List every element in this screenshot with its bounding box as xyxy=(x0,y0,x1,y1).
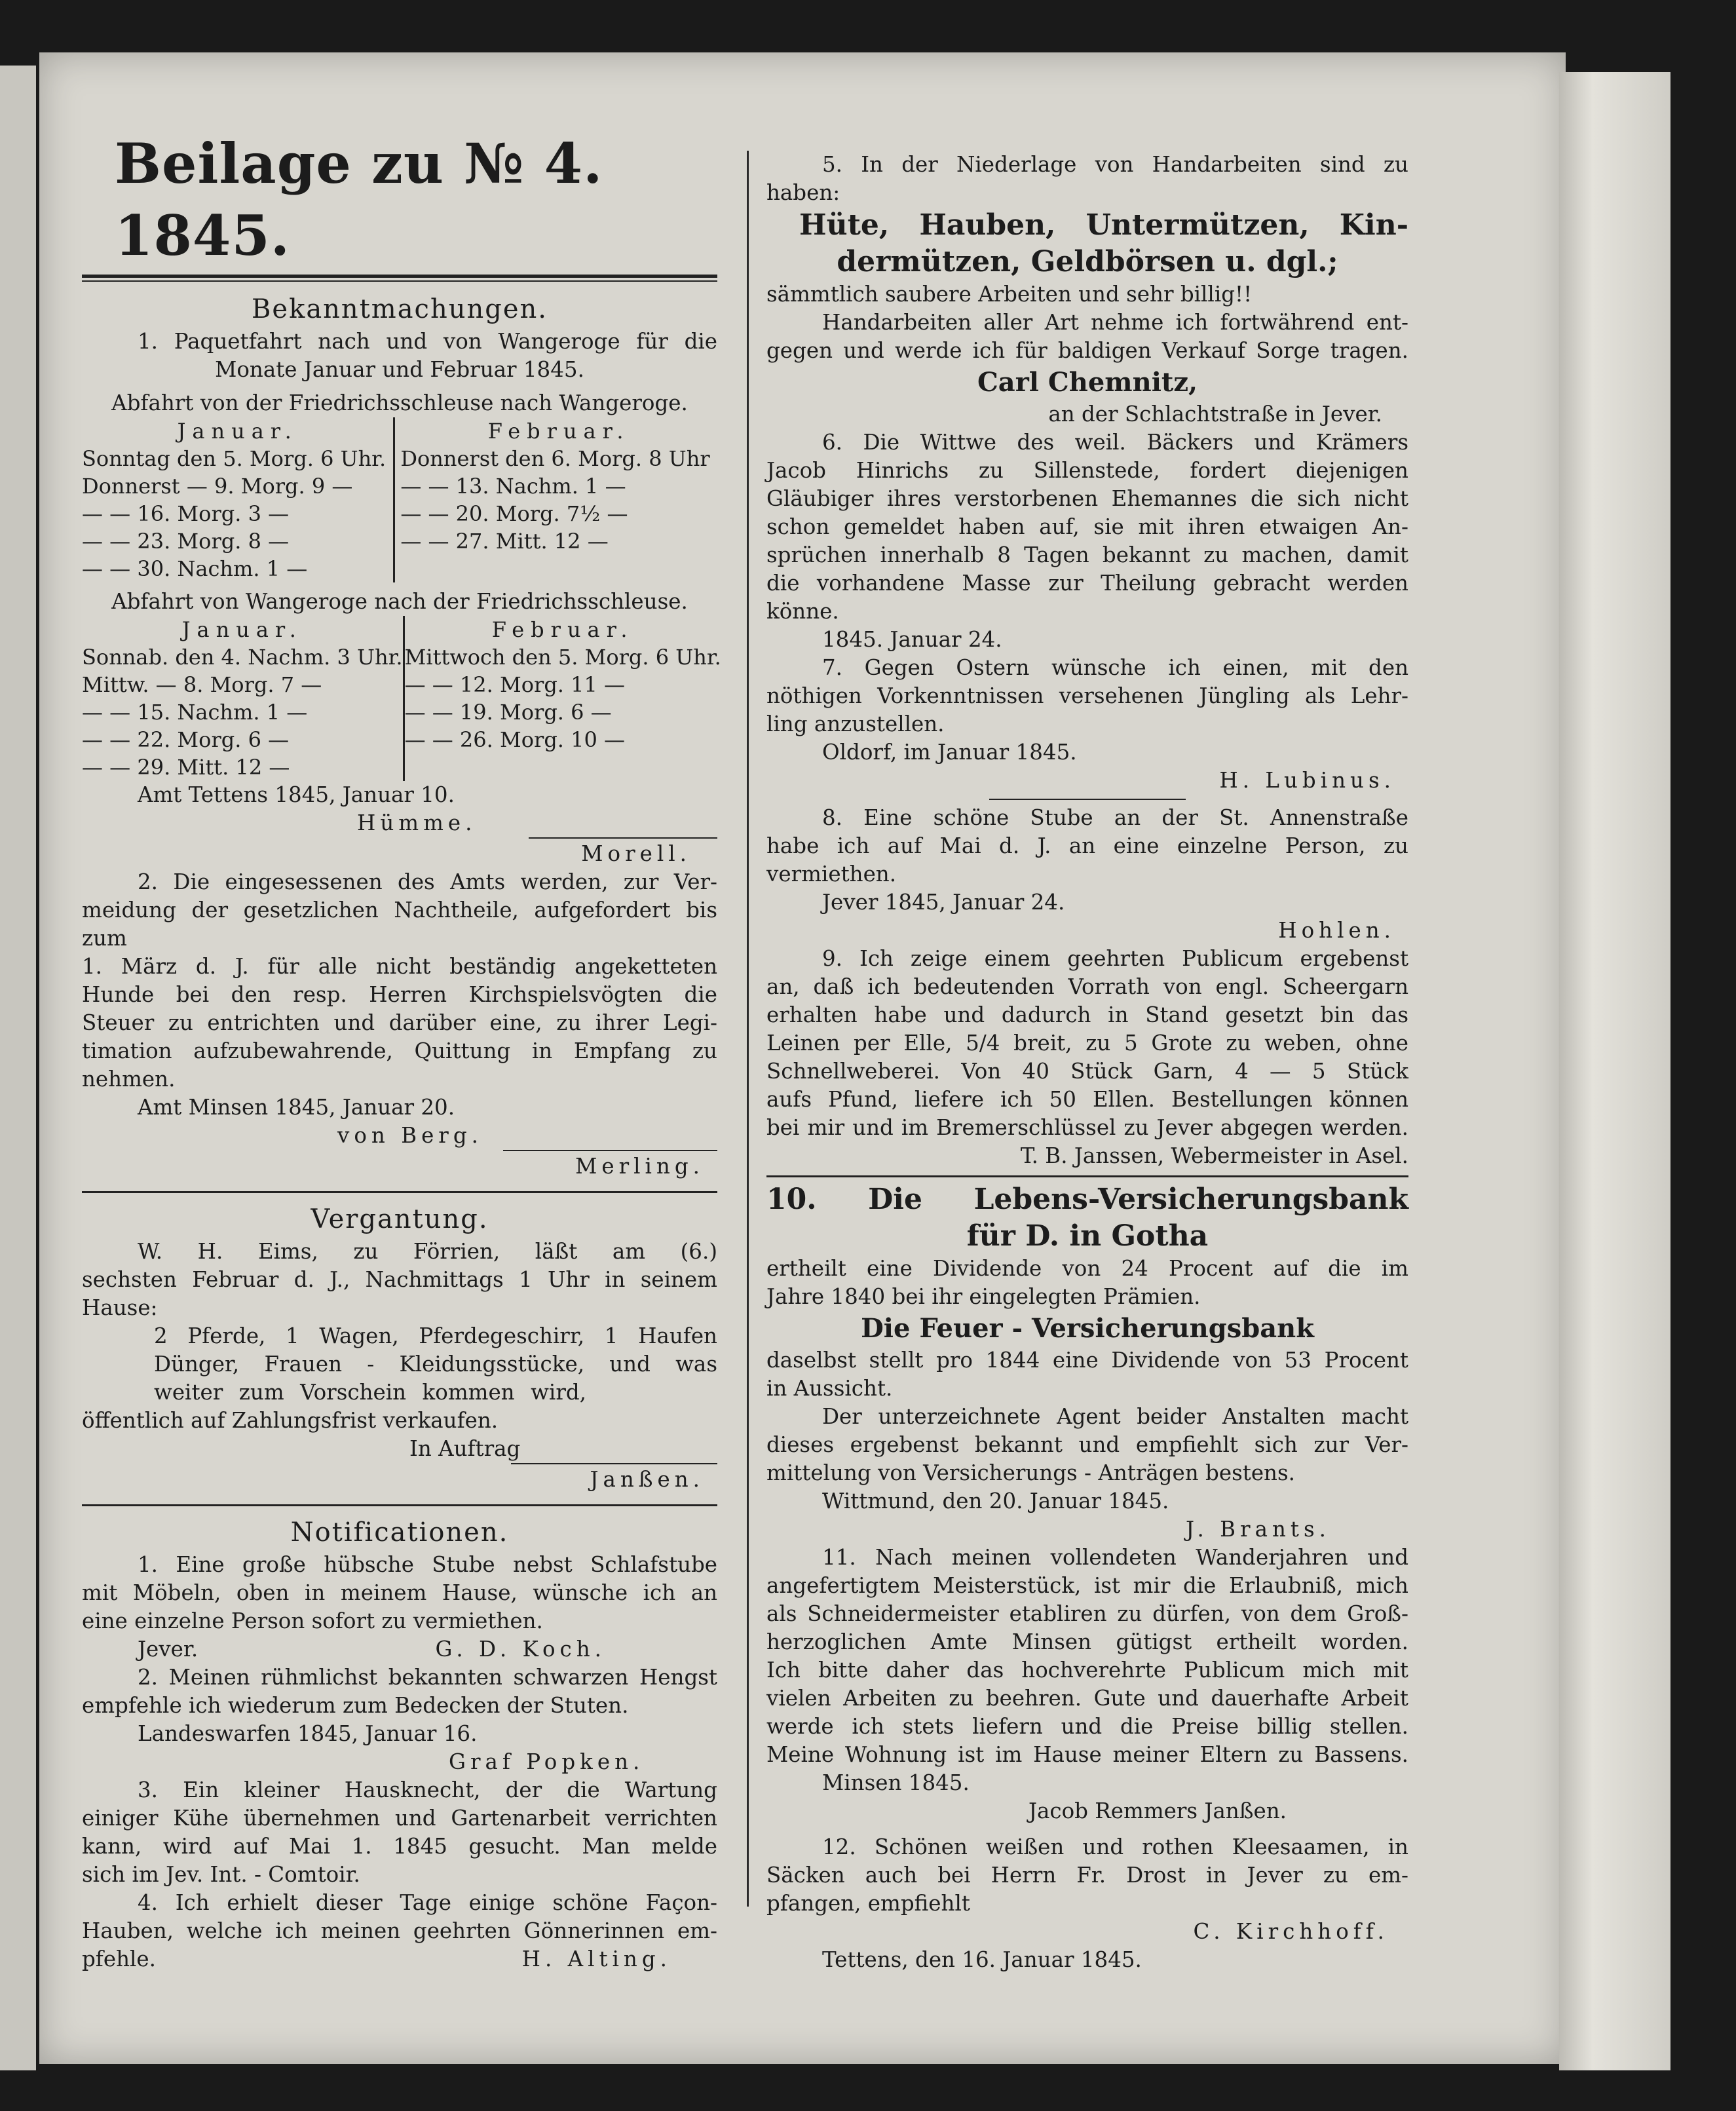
signature-remmers: Jacob Remmers Janßen. xyxy=(1028,1798,1287,1823)
section-heading-vergantung: Vergantung. xyxy=(311,1204,489,1234)
signature-brants: J. Brants. xyxy=(1186,1517,1330,1542)
notification-10: 10. Die Lebens-Versicherungsbank für D. in Gotha ertheilt eine Dividende von 24 Procent auf die im Jahre 1840 bei ihr eingelegten Prämien. Die Feuer - Versicherungsbank daselbst stellt pro 1844 eine Dividende von 53 Procent in Aussicht. Der unterzeichnete Agent beider Anstalten macht dieses ergebenst bekannt und empfiehlt sich zur Ver- mittelung von Versicherungs - Anträgen bestens. Wittmund, den 20. Januar 1845. J. Brants. xyxy=(766,1181,1408,1544)
notification-9: 9. Ich zeige einem geehrten Publicum ergebenst an, daß ich bedeutenden Vorrath von engl. Scheergarn erhalten habe und dadurch in Stand gesetzt bin das Leinen per Elle, 5/4 breit, zu 5 Grote zu weben, ohne Schnellweberei. Von 40 Stück Garn, 4 — 5 Stück aufs Pfund, liefere ich 50 Ellen. Bestellungen können bei mir und im Bremerschlüssel zu Jever abgegen werden. T. B. Janssen, Webermeister in Asel. xyxy=(766,945,1408,1170)
adjacent-page-edge xyxy=(0,66,36,2070)
notification-12: 12. Schönen weißen und rothen Kleesaamen, in Säcken auch bei Herrn Fr. Drost in Jever zu em- pfangen, empfiehlt C. Kirchhoff. Tettens, den 16. Januar 1845. xyxy=(766,1835,1408,1972)
schedule-2-heading: Abfahrt von Wangeroge nach der Friedrichsschleuse. xyxy=(111,589,688,614)
section-heading-notificationen: Notificationen. xyxy=(290,1517,509,1548)
table-row: — — 15. Nachm. 1 — — — 19. Morg. 6 — xyxy=(82,700,612,725)
in-auftrag: In Auftrag xyxy=(409,1436,521,1461)
table-row: — — 29. Mitt. 12 — xyxy=(82,753,721,781)
masthead-rule xyxy=(82,275,717,282)
notification-5: 5. In der Niederlage von Handarbeiten sind zu haben: Hüte, Hauben, Untermützen, Kin- dermützen, Geldbörsen u. dgl.; sämmtlich saubere Arbeiten und sehr billig!! Handarbeiten aller Art nehme ich fortwährend ent- gegen und werde ich für baldigen Verkauf Sorge tragen. Carl Chemnitz, an der Schlachtstraße in Jever. xyxy=(766,152,1408,427)
table-row: — — 30. Nachm. 1 — xyxy=(82,555,717,582)
signature-popken: Graf Popken. xyxy=(449,1749,645,1774)
table-row: Sonntag den 5. Morg. 6 Uhr. Donnerst den 6. Morg. 8 Uhr xyxy=(82,446,710,471)
table-row: Donnerst — 9. Morg. 9 — — — 13. Nachm. 1 — xyxy=(82,474,626,499)
table-row: Mittw. — 8. Morg. 7 — — — 12. Morg. 11 — xyxy=(82,672,626,697)
vergantung-notice: W. H. Eims, zu Förrien, läßt am (6.) sechsten Februar d. J., Nachmittags 1 Uhr in seinem Hause: 2 Pferde, 1 Wagen, Pferdegeschirr, 1 Haufen Dünger, Frauen - Kleidungsstücke, und was weiter zum Vorschein kommen wird, öffentlich auf Zahlungsfrist verkaufen. xyxy=(82,1239,717,1433)
masthead-title: Beilage zu № 4. 1845. xyxy=(115,131,603,268)
signature-merling: Merling. xyxy=(503,1150,717,1181)
signature-chemnitz: Carl Chemnitz, xyxy=(977,367,1198,398)
signature-morell: Morell. xyxy=(529,837,717,868)
column-divider xyxy=(747,151,749,1907)
schedule-1-heading: Abfahrt von der Friedrichsschleuse nach Wangeroge. xyxy=(111,390,688,415)
notice-2: 2. Die eingesessenen des Amts werden, zur Ver- meidung der gesetzlichen Nachtheile, aufgefordert bis zum 1. März d. J. für alle nicht beständig angeketteten Hunde bei den resp. Herren Kirchspielsvögten die Steuer zu entrichten und darüber eine, zu ihrer Legi- timation aufzubewahrende, Quittung in Empfang zu nehmen. xyxy=(82,869,717,1092)
notification-3: 3. Ein kleiner Hausknecht, der die Wartung einiger Kühe übernehmen und Gartenarbeit verrichten kann, wird auf Mai 1. 1845 gesucht. Man melde sich im Jev. Int. - Comtoir. xyxy=(82,1778,717,1887)
signature-von-berg: von Berg. xyxy=(337,1123,483,1148)
right-column xyxy=(766,151,1408,1974)
table-row: — — 23. Morg. 8 — — — 27. Mitt. 12 — xyxy=(82,529,609,554)
amt-minsen-date: Amt Minsen 1845, Januar 20. xyxy=(138,1095,455,1120)
notification-8: 8. Eine schöne Stube an der St. Annenstraße habe ich auf Mai d. J. an eine einzelne Person, zu vermiethen. Jever 1845, Januar 24. Hohlen. xyxy=(766,804,1408,945)
insurance-title-lebens: 10. Die Lebens-Versicherungsbank xyxy=(766,1183,1408,1216)
notification-6: 6. Die Wittwe des weil. Bäckers und Krämers Jacob Hinrichs zu Sillenstede, fordert diejenigen Gläubiger ihres verstorbenen Ehemannes die sich nicht schon gemeldet haben auf, sie mit ihren etwaigen An- sprüchen innerhalb 8 Tagen bekannt zu machen, damit die vorhandene Masse zur Theilung gebracht werden könne. 1845. Januar 24. xyxy=(766,430,1408,652)
signature-humme: Hümme. xyxy=(357,810,477,835)
signature-janssen: T. B. Janssen, Webermeister in Asel. xyxy=(1020,1143,1408,1168)
notification-11: 11. Nach meinen vollendeten Wanderjahren und angefertigtem Meisterstück, ist mir die Erlaubniß, mich als Schneidermeister etabliren zu dürfen, von dem Groß- herzoglichen Amte Minsen gütigst ertheilt worden. Ich bitte daher das hochverehrte Publicum mich mit vielen Arbeiten zu beehren. Gute und dauerhafte Arbeit werde ich stets liefern und die Preise billig stellen. Meine Wohnung ist im Hause meiner Eltern zu Bassens. Minsen 1845. Jacob Remmers Janßen. xyxy=(766,1544,1408,1825)
signature-hohlen: Hohlen. xyxy=(1278,918,1395,943)
notice-1: 1. Paquetfahrt nach und von Wangeroge für die Monate Januar und Februar 1845. xyxy=(138,329,717,382)
table-row: — — 22. Morg. 6 — — — 26. Morg. 10 — xyxy=(82,727,626,752)
section-rule xyxy=(82,1191,717,1193)
signature-lubinus: H. Lubinus. xyxy=(1219,768,1395,793)
signature-alting: H. Alting. xyxy=(521,1947,671,1971)
signature-morell-wrap xyxy=(82,837,717,868)
signature-kirchhoff: C. Kirchhoff. xyxy=(1193,1919,1389,1944)
notification-1: 1. Eine große hübsche Stube nebst Schlafstube mit Möbeln, oben in meinem Hause, wünsche ich an eine einzelne Person sofort zu vermiethen. Jever. G. D. Koch. xyxy=(82,1551,717,1664)
amt-tettens-date: Amt Tettens 1845, Januar 10. xyxy=(138,782,455,807)
signature-jantzen: Janßen. xyxy=(511,1463,717,1494)
schedule-table-1: Januar. Februar. Sonntag den 5. Morg. 6 Uhr. Donnerst den 6. Morg. 8 Uhr Donnerst — 9. Morg. 9 — — — 13. Nachm. 1 — — — 16. Morg. 3 — — — 20. Morg. 7½ — — — 23. Morg. 8 — — — 27. Mitt. 12 — — — 30. Nachm. 1 — xyxy=(82,417,717,582)
table-row: Sonnab. den 4. Nachm. 3 Uhr. Mittwoch den 5. Morg. 6 Uhr. xyxy=(82,645,721,670)
schedule-table-2: Januar. Februar. Sonnab. den 4. Nachm. 3 Uhr. Mittwoch den 5. Morg. 6 Uhr. Mittw. — 8. Morg. 7 — — — 12. Morg. 11 — — — 15. Nachm. 1 — — — 19. Morg. 6 — — — 22. Morg. 6 — — — 26. Morg. 10 — — — 29. Mitt. 12 — xyxy=(82,617,721,780)
signature-koch: G. D. Koch. xyxy=(435,1637,606,1662)
section-rule xyxy=(82,1504,717,1506)
insurance-title-feuer: Die Feuer - Versicherungsbank xyxy=(861,1313,1314,1344)
section-heading-bekanntmachungen: Bekanntmachungen. xyxy=(252,294,548,324)
table-row: — — 16. Morg. 3 — — — 20. Morg. 7½ — xyxy=(82,501,628,526)
notification-7: 7. Gegen Ostern wünsche ich einen, mit den nöthigen Vorkenntnissen versehenen Jüngling als Lehr- ling anzustellen. Oldorf, im Januar 1845. H. Lubinus. xyxy=(766,654,1408,795)
page-stack-edge xyxy=(1559,72,1670,2070)
left-column xyxy=(82,128,721,1973)
notification-4: 4. Ich erhielt dieser Tage einige schöne Façon- Hauben, welche ich meinen geehrten Gönnerinnen em- pfehle. H. Alting. xyxy=(82,1889,717,1973)
notification-2: 2. Meinen rühmlichst bekannten schwarzen Hengst empfehle ich wiederum zum Bedecken der Stuten. Landeswarfen 1845, Januar 16. Graf Popken. xyxy=(82,1664,717,1776)
